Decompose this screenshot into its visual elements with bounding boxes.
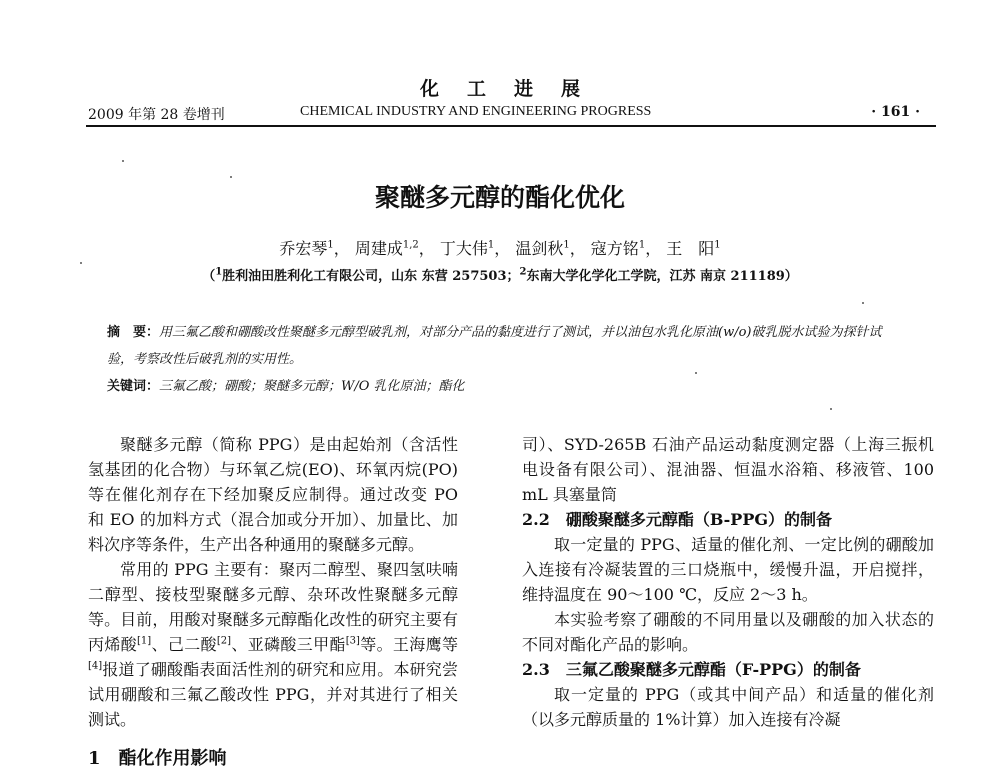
paragraph: 聚醚多元醇（简称 PPG）是由起始剂（含活性氢基团的化合物）与环氧乙烷(EO)、环氧丙烷(PO)等在催化剂存在下经加聚反应制得。通过改变 PO 和 EO 的加料方式（混合加或分开加）、加量比、加料次序等条件，生产出各种通用的聚醚多元醇。 (88, 435, 458, 554)
affiliation-2: 东南大学化学化工学院，江苏 南京 211189） (526, 269, 798, 284)
text-run: 报道了硼酸酯表面活性剂的研究和应用。本研究尝试用硼酸和三氟乙酸改性 PPG，并对其进行了相关测试。 (88, 660, 458, 729)
author: 王 阳 (666, 239, 715, 258)
abstract-label: 摘 要： (107, 325, 160, 340)
citation: [2] (216, 635, 232, 647)
page-number: · 161 · (871, 104, 920, 120)
section-heading: 2.3 三氟乙酸聚醚多元醇酯（F-PPG）的制备 (522, 660, 861, 679)
issue-info: 2009 年第 28 卷增刊 (88, 107, 225, 123)
scan-speck (122, 160, 124, 162)
author-affiliation-mark: 1 (563, 239, 570, 251)
author-list: 乔宏琴$^1$， 周建成$^{1,2}$， 丁大伟$^1$， 温剑秋$^1$， 寇方铭$^1$， 王 阳$^1$ (279, 239, 721, 258)
author-affiliation-mark: 1 (327, 239, 334, 251)
paragraph: 取一定量的 PPG、适量的催化剂、一定比例的硼酸加入连接有冷凝装置的三口烧瓶中，缓慢升温，开启搅拌，维持温度在 90～100 ℃，反应 2～3 h。 (522, 535, 934, 604)
abstract-text: 用三氟乙酸和硼酸改性聚醚多元醇型破乳剂，对部分产品的黏度进行了测试，并以油包水乳化原油(w/o)破乳脱水试验为探针试验，考察改性后破乳剂的实用性。 (107, 325, 882, 367)
section-heading: 2.2 硼酸聚醚多元醇酯（B-PPG）的制备 (522, 510, 833, 529)
paragraph: 取一定量的 PPG（或其中间产品）和适量的催化剂（以多元醇质量的 1%计算）加入连接有冷凝 (522, 685, 934, 729)
journal-title-en: CHEMICAL INDUSTRY AND ENGINEERING PROGRESS (300, 104, 652, 119)
scan-speck (230, 176, 232, 178)
citation: [1] (137, 635, 152, 647)
paragraph: 本实验考察了硼酸的不同用量以及硼酸的加入状态的不同对酯化产品的影响。 (522, 610, 934, 654)
author: 丁大伟 (439, 239, 488, 258)
journal-title-cn: 化工进展 (419, 78, 608, 100)
author: 乔宏琴 (279, 239, 328, 258)
author-affiliation-mark: 1,2 (402, 239, 419, 251)
text-run: 常用的 PPG 主要有：聚丙二醇型、聚四氢呋喃二醇型、接枝型聚醚多元醇、杂环改性聚醚多元醇等。目前，用酸对聚醚多元醇酯化改性的研究主要有丙烯酸 (88, 560, 458, 654)
citation: [3] (345, 635, 360, 647)
paragraph (88, 557, 458, 732)
author: 周建成 (354, 239, 403, 258)
text-run: 、亚磷酸三甲酯 (231, 635, 346, 654)
scan-speck (830, 408, 832, 410)
keywords-text: 三氟乙酸；硼酸；聚醚多元醇；W/O 乳化原油；酯化 (159, 379, 465, 394)
affiliation-open: （ (202, 269, 216, 284)
author: 温剑秋 (515, 239, 564, 258)
right-column (522, 432, 934, 732)
affiliations (0, 265, 1000, 284)
paper-title: 聚醚多元醇的酯化优化 (374, 183, 625, 212)
text-run: 等。王海鹰等 (359, 635, 458, 654)
author-affiliation-mark: 1 (638, 239, 646, 251)
text-run: 、己二酸 (151, 635, 217, 654)
author-affiliation-mark: 1 (487, 239, 495, 251)
keywords (107, 373, 907, 400)
header-rule (86, 125, 936, 127)
author-affiliation-mark: 1 (714, 239, 721, 251)
citation: [4] (88, 660, 103, 672)
abstract (107, 319, 907, 373)
paragraph: 司）、SYD-265B 石油产品运动黏度测定器（上海三振机电设备有限公司）、混油器、恒温水浴箱、移液管、100 mL 具塞量筒 (522, 435, 934, 504)
author: 寇方铭 (590, 239, 639, 258)
left-column (88, 432, 458, 732)
affiliation-mark: 1 (215, 266, 223, 278)
section-heading-partial: 1 酯化作用影响 (88, 748, 227, 769)
affiliation-1: 胜利油田胜利化工有限公司，山东 东营 257503； (222, 269, 520, 284)
keywords-label: 关键词： (107, 379, 160, 394)
scan-speck (862, 302, 864, 304)
affiliation-mark: 2 (519, 266, 527, 278)
scan-speck (80, 262, 82, 264)
scan-speck (695, 372, 697, 374)
abstract-block (107, 319, 907, 400)
